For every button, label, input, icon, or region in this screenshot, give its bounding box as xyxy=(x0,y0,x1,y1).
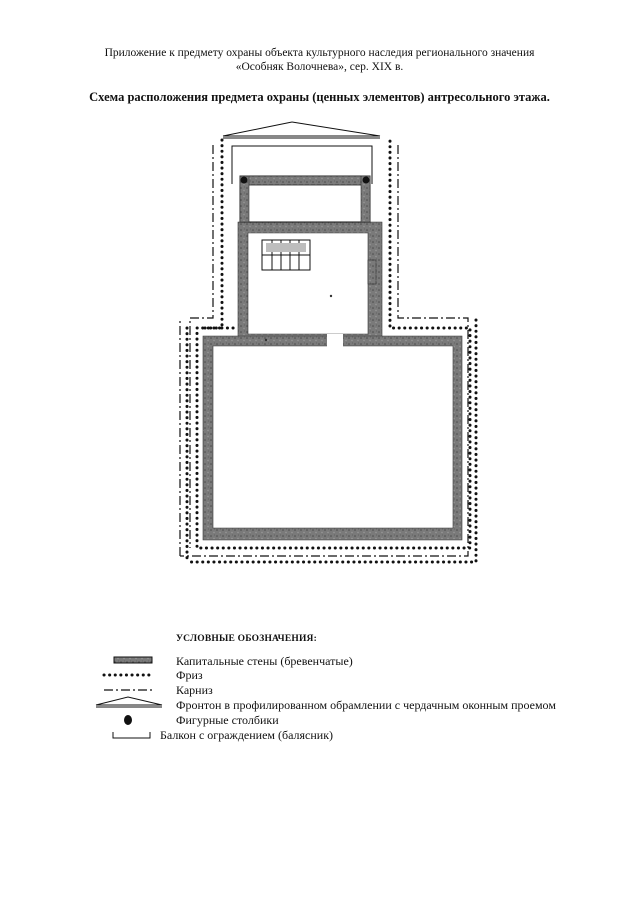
legend-pediment-symbol xyxy=(96,697,162,707)
header-line-2: «Особняк Волочнева», сер. XIX в. xyxy=(235,61,404,73)
scheme-title: Схема расположения предмета охраны (ценных элементов) антресольного этажа. xyxy=(89,90,550,104)
legend-heading: УСЛОВНЫЕ ОБОЗНАЧЕНИЯ: xyxy=(176,634,317,644)
legend-label-pediment: Фронтон в профилированном обрамлении с чердачным оконным проемом xyxy=(176,698,556,712)
legend-post-symbol xyxy=(124,715,132,725)
header-line-1: Приложение к предмету охраны объекта культурного наследия регионального значения xyxy=(104,47,535,59)
legend-label-walls: Капитальные стены (бревенчатые) xyxy=(176,654,353,668)
legend-label-frieze: Фриз xyxy=(176,668,203,682)
legend-balcony-symbol xyxy=(113,732,150,738)
legend-label-balcony: Балкон с ограждением (балясник) xyxy=(160,728,334,742)
legend-label-posts: Фигурные столбики xyxy=(176,713,279,727)
legend-wall-symbol xyxy=(114,657,152,663)
legend-label-cornice: Карниз xyxy=(176,683,213,697)
